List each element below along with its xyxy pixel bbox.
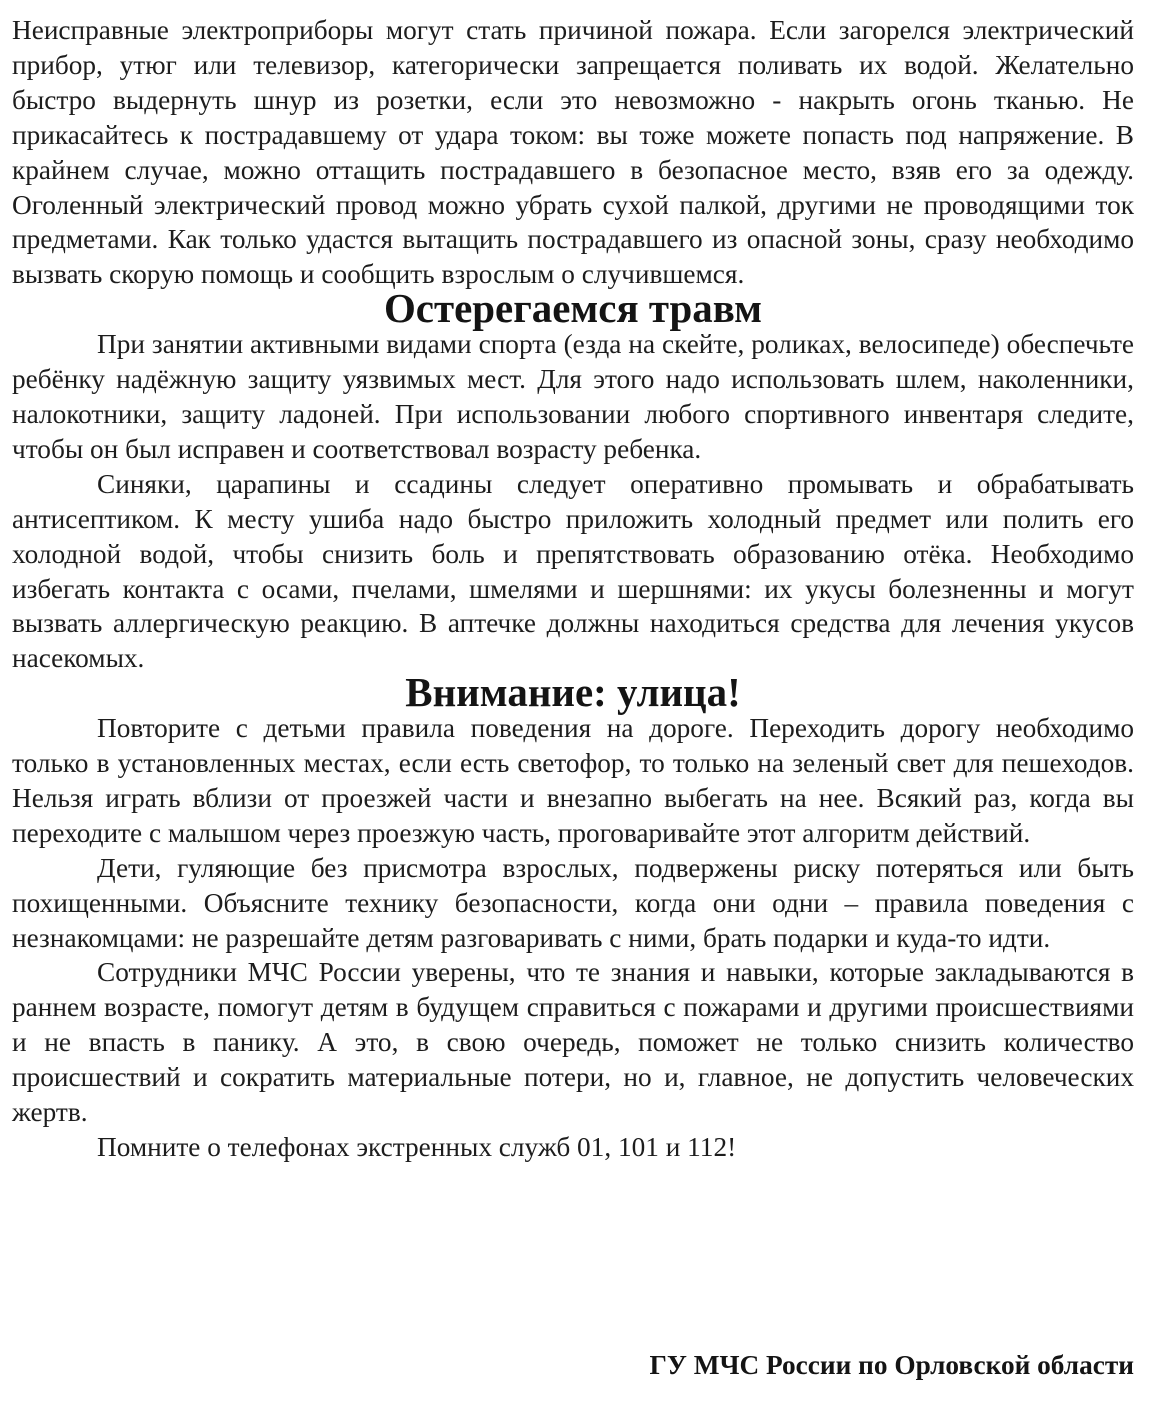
paragraph-bruises-and-insects: Синяки, царапины и ссадины следует оперативно промывать и обрабатывать антисептиком. К месту ушиба надо быстро приложить холодный предмет или полить его холодной водой, чтобы снизить боль и препятствовать образованию отёка. Необходимо избегать контакта с осами, пчелами, шмелями и шершнями: их укусы болезненны и могут вызвать аллергическую реакцию. В аптечке должны находиться средства для лечения укусов насекомых. <box>12 468 1134 674</box>
intro-paragraph: Неисправные электроприборы могут стать причиной пожара. Если загорелся электрический прибор, утюг или телевизор, категорически запрещается поливать их водой. Желательно быстро выдернуть шнур из розетки, если это невозможно - накрыть огонь тканью. Не прикасайтесь к пострадавшему от удара током: вы тоже можете попасть под напряжение. В крайнем случае, можно оттащить пострадавшего в безопасное место, взяв его за одежду. Оголенный электрический провод можно убрать сухой палкой, другими не проводящими ток предметами. Как только удастся вытащить пострадавшего из опасной зоны, сразу необходимо вызвать скорую помощь и сообщить взрослым о случившемся. <box>12 15 1134 290</box>
paragraph-emergency-phones: Помните о телефонах экстренных служб 01, 101 и 112! <box>97 1132 737 1162</box>
signature: ГУ МЧС России по Орловской области <box>649 1350 1134 1380</box>
section-heading-street: Внимание: улица! <box>405 670 741 716</box>
paragraph-road-rules: Повторите с детьми правила поведения на дороге. Переходить дорогу необходимо только в установленных местах, если есть светофор, то только на зеленый свет для пешеходов. Нельзя играть вблизи от проезжей части и внезапно выбегать на нее. Всякий раз, когда вы переходите с малышом через проезжую часть, проговаривайте этот алгоритм действий. <box>12 713 1134 848</box>
paragraph-strangers: Дети, гуляющие без присмотра взрослых, подвержены риску потеряться или быть похищенными. Объясните технику безопасности, когда они одни – правила поведения с незнакомцами: не разрешайте детям разговаривать с ними, брать подарки и куда-то идти. <box>12 852 1134 953</box>
section-heading-injuries: Остерегаемся травм <box>383 286 763 332</box>
paragraph-mchs-conclusion: Сотрудники МЧС России уверены, что те знания и навыки, которые закладываются в раннем возрасте, помогут детям в будущем справиться с пожарами и другими происшествиями и не впасть в панику. А это, в свою очередь, поможет не только снизить количество происшествий и сократить материальные потери, но и, главное, не допустить человеческих жертв. <box>12 957 1134 1128</box>
paragraph-sports-protection: При занятии активными видами спорта (езда на скейте, роликах, велосипеде) обеспечьте ребёнку надёжную защиту уязвимых мест. Для этого надо использовать шлем, наколенники, налокотники, защиту ладоней. При использовании любого спортивного инвентаря следите, чтобы он был исправен и соответствовал возрасту ребенка. <box>12 329 1134 464</box>
